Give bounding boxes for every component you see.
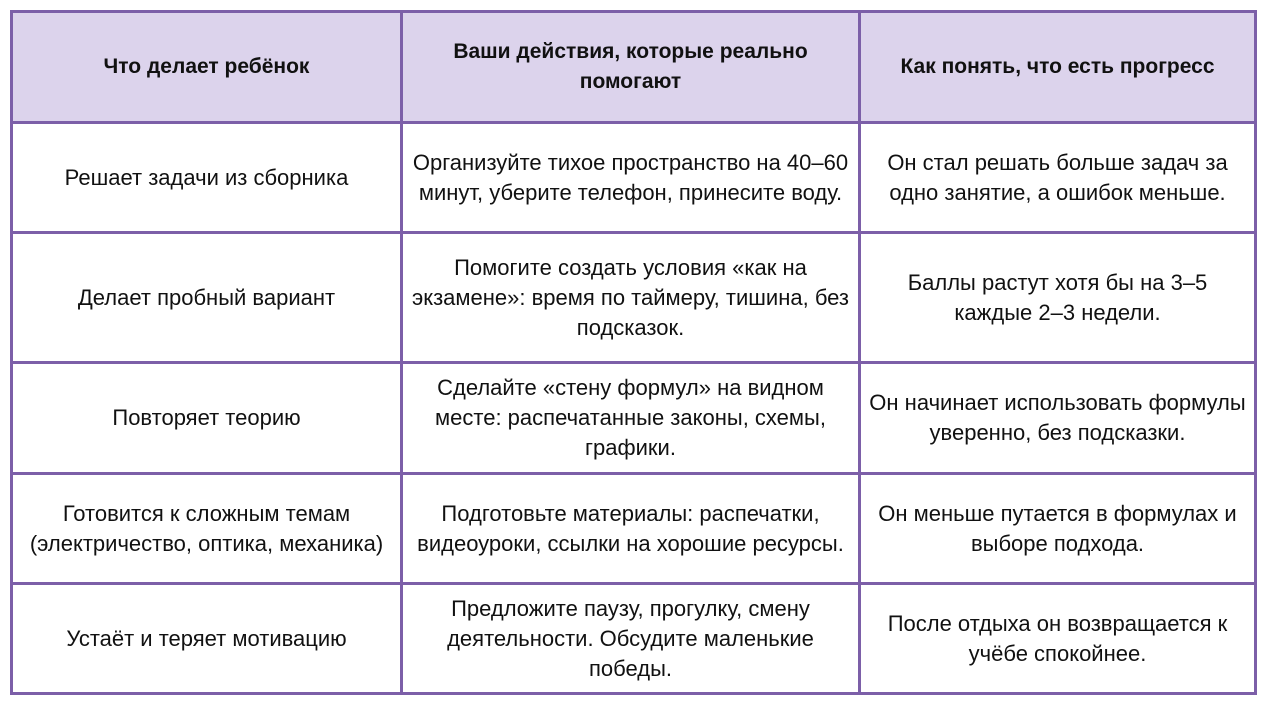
cell-action: Помогите создать условия «как на экзамене»: время по таймеру, тишина, без подсказок. [402,233,860,363]
cell-action: Предложите паузу, прогулку, смену деятельности. Обсудите маленькие победы. [402,584,860,694]
cell-progress: После отдыха он возвращается к учёбе спокойнее. [860,584,1256,694]
parent-guidance-table [10,10,1257,695]
cell-progress: Он меньше путается в формулах и выборе подхода. [860,474,1256,584]
header-actions: Ваши действия, которые реально помогают [402,12,860,123]
table-row [12,363,1256,474]
table-row [12,233,1256,363]
table-row [12,123,1256,233]
cell-action: Организуйте тихое пространство на 40–60 минут, уберите телефон, принесите воду. [402,123,860,233]
cell-progress: Он начинает использовать формулы уверенно, без подсказки. [860,363,1256,474]
cell-activity: Делает пробный вариант [12,233,402,363]
cell-progress: Баллы растут хотя бы на 3–5 каждые 2–3 недели. [860,233,1256,363]
cell-action: Сделайте «стену формул» на видном месте: распечатанные законы, схемы, графики. [402,363,860,474]
header-progress: Как понять, что есть прогресс [860,12,1256,123]
cell-activity: Готовится к сложным темам (электричество, оптика, механика) [12,474,402,584]
table-row [12,474,1256,584]
cell-activity: Решает задачи из сборника [12,123,402,233]
header-row [12,12,1256,123]
cell-activity: Повторяет теорию [12,363,402,474]
table-row [12,584,1256,694]
cell-activity: Устаёт и теряет мотивацию [12,584,402,694]
cell-action: Подготовьте материалы: распечатки, видеоуроки, ссылки на хорошие ресурсы. [402,474,860,584]
cell-progress: Он стал решать больше задач за одно занятие, а ошибок меньше. [860,123,1256,233]
header-activity: Что делает ребёнок [12,12,402,123]
